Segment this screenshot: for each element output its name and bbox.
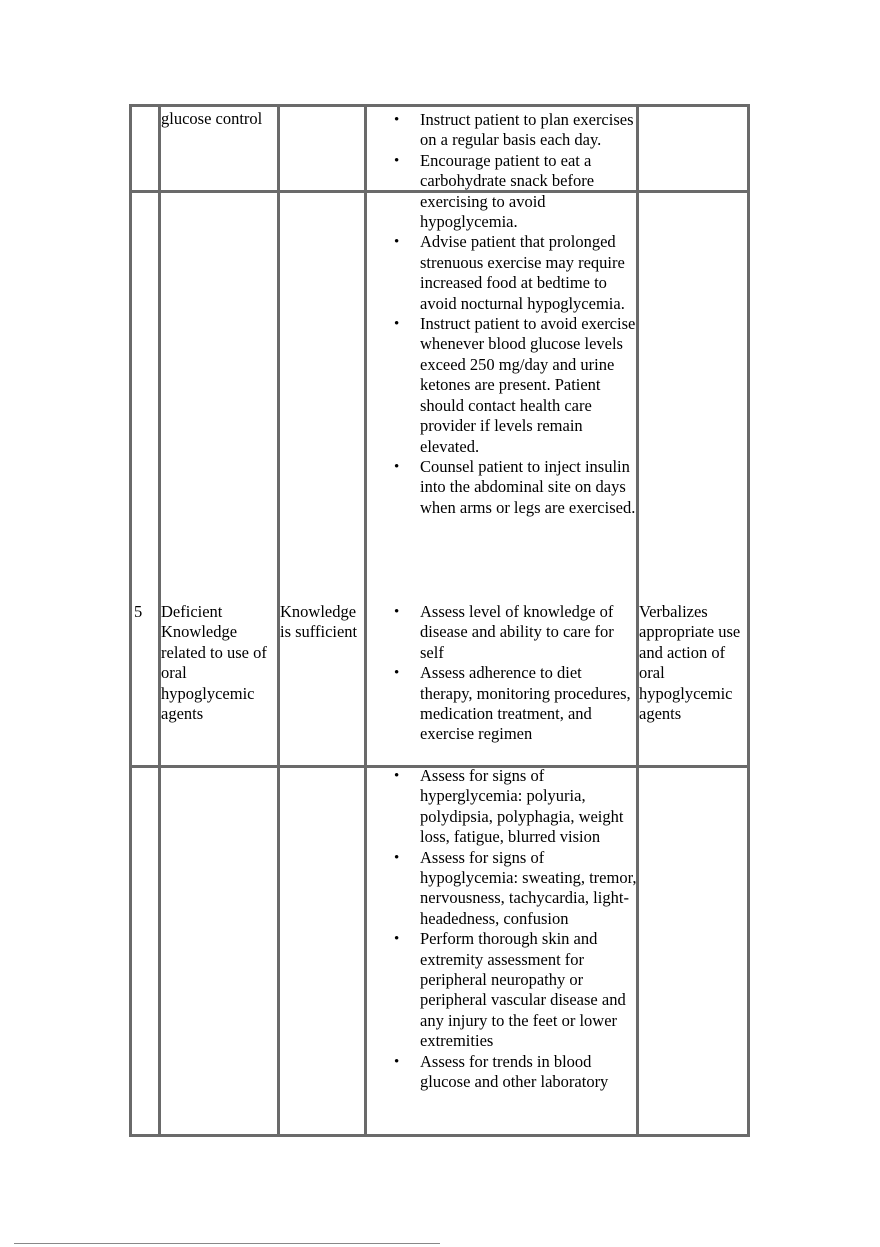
list-item: • Perform thorough skin and extremity assessment for peripheral neuropathy or peripheral vascular disease and any injury to the feet or lower extremities — [390, 929, 638, 1051]
list-item: • Assess adherence to diet therapy, monitoring procedures, medication treatment, and exercise regimen — [390, 663, 638, 745]
interventions-list-next — [390, 766, 638, 1093]
diagnosis-cell-prev: glucose control — [161, 109, 263, 128]
evaluation-cell: Verbalizes appropriate use and action of oral hypoglycemic agents — [639, 602, 741, 724]
list-item: • Assess for signs of hypoglycemia: sweating, tremor, nervousness, tachycardia, light-headedness, confusion — [390, 848, 638, 930]
list-item: • Encourage patient to eat a carbohydrate snack before exercising to avoid hypoglycemia. — [390, 151, 638, 233]
list-item: • Counsel patient to inject insulin into the abdominal site on days when arms or legs are exercised. — [390, 457, 638, 518]
column-divider — [364, 104, 367, 1137]
list-item: • Assess level of knowledge of disease and ability to care for self — [390, 602, 638, 663]
list-item: • Assess for signs of hyperglycemia: polyuria, polydipsia, polyphagia, weight loss, fatigue, blurred vision — [390, 766, 638, 848]
list-item: • Instruct patient to avoid exercise whenever blood glucose levels exceed 250 mg/day and urine ketones are present. Patient should contact health care provider if levels remain elevated. — [390, 314, 638, 457]
list-item: • Instruct patient to plan exercises on a regular basis each day. — [390, 110, 638, 151]
interventions-list-row5 — [390, 602, 638, 745]
footnote-separator — [14, 1243, 440, 1244]
list-item: • Assess for trends in blood glucose and other laboratory — [390, 1052, 638, 1093]
diagnosis-cell: Deficient Knowledge related to use of oral hypoglycemic agents — [161, 602, 267, 724]
outcome-cell: Knowledge is sufficient — [280, 602, 358, 642]
list-item: • Advise patient that prolonged strenuous exercise may require increased food at bedtime to avoid nocturnal hypoglycemia. — [390, 232, 638, 314]
interventions-list-prev — [390, 110, 638, 518]
row-number: 5 — [134, 602, 143, 621]
